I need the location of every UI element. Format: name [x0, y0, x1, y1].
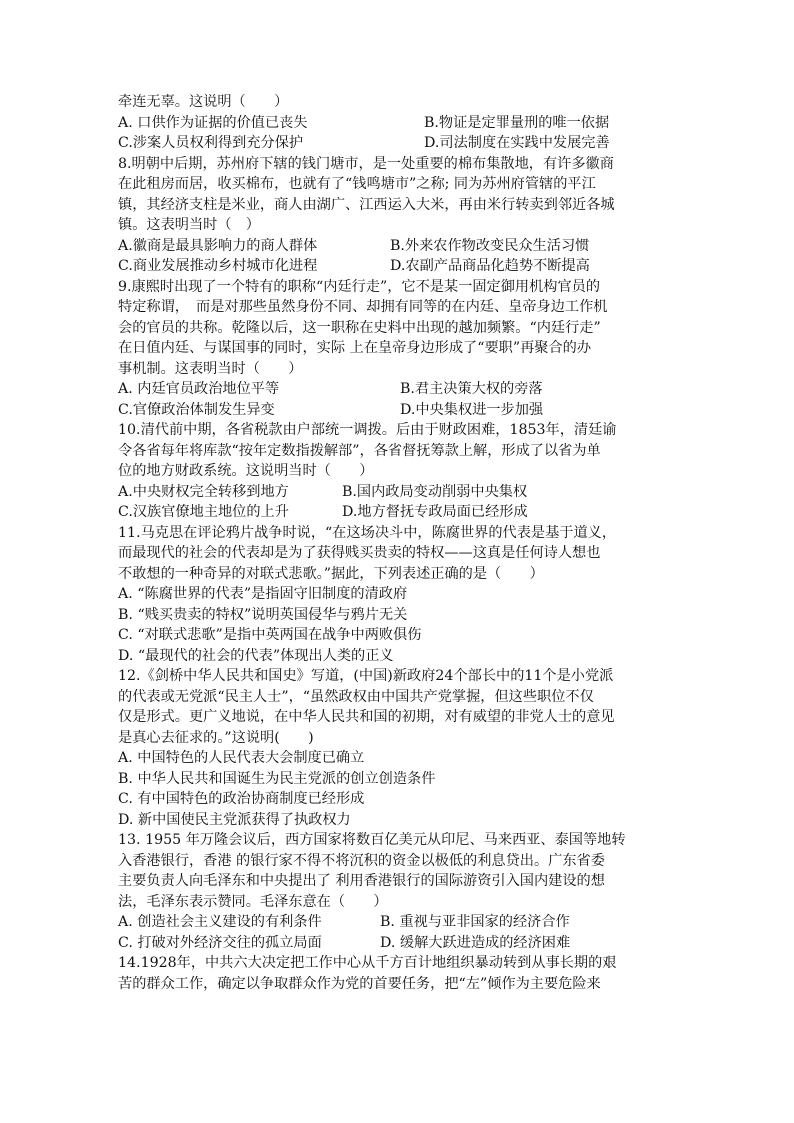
- q8-stem-line: 镇，其经济支柱是米业，商人由湖广、江西运入大米，再由米行转卖到邻近各城: [118, 196, 615, 213]
- q9-stem-line: 事机制。这表明当时（ ）: [118, 360, 303, 377]
- q10-option-d: D.地方督抚专政局面已经形成: [342, 504, 528, 520]
- q12-option-c: C. 有中国特色的政治协商制度已经形成: [118, 791, 365, 807]
- q10-stem-line: 位的地方财政系统。这说明当时（ ）: [118, 463, 374, 479]
- q9-option-a: A. 内廷官员政治地位平等: [118, 381, 280, 397]
- exam-page: [118, 92, 688, 994]
- q13-option-d: D. 缓解大跃进造成的经济困难: [380, 934, 571, 951]
- q10-stem-line: 10.清代前中期，各省税款由户部统一调拨。后由于财政困难，1853年，清廷谕: [118, 422, 617, 438]
- q9-options-row-2: [118, 400, 688, 421]
- q7-option-d: D.司法制度在实践中发展完善: [424, 135, 610, 151]
- q11-option-c: C. “对联式悲歌”是指中英两国在战争中两败俱伤: [118, 627, 422, 643]
- q9-option-d: D.中央集权进一步加强: [400, 401, 544, 418]
- q8-options-row-1: [118, 236, 688, 257]
- q13-option-b: B. 重视与亚非国家的经济合作: [380, 914, 570, 930]
- q12-option-a: A. 中国特色的人民代表大会制度已确立: [118, 750, 365, 766]
- q9-stem-line: 在日值内廷、与谋国事的同时，实际 上在皇帝身边形成了“要职”再聚合的办: [118, 340, 592, 356]
- q11-line: 11.马克思在评论鸦片战争时说，“在这场决斗中，陈腐世界的代表是基于道义，: [118, 524, 617, 541]
- q14-stem-line: 苦的群众工作，确定以争取群众作为党的首要任务，把“左”倾作为主要危险来: [118, 975, 601, 992]
- q9-stem-line: 9.康熙时出现了一个特有的职称“内廷行走”，它不是某一固定御用机构官员的: [118, 278, 601, 295]
- q11-option-b: B. “贱买贵卖的特权”说明英国侵华与鸦片无关: [118, 606, 408, 623]
- q9-stem-line: 会的官员的共称。乾隆以后，这一职称在史料中出现的越加频繁。“内廷行走”: [118, 319, 601, 336]
- q11-option-d: D. “最现代的社会的代表”体现出人类的正义: [118, 647, 394, 664]
- q10-options-row-2: [118, 502, 688, 523]
- q9-stem-line: 特定称谓， 而是对那些虽然身份不同、却拥有同等的在内廷、皇帝身边工作机: [118, 299, 608, 315]
- q13-options-row-1: [118, 912, 688, 933]
- q11-option-a: A. “陈腐世界的代表”是指固守旧制度的清政府: [118, 586, 408, 602]
- q9-option-b: B.君主决策大权的旁落: [400, 381, 543, 397]
- q12-option-d: D. 新中国使民主党派获得了执政权力: [118, 811, 351, 828]
- q8-option-a: A.徽商是最具影响力的商人群体: [118, 237, 318, 254]
- q8-stem-line: 8.明朝中后期，苏州府下辖的钱门塘市，是一处重要的棉布集散地，有许多徽商: [118, 155, 614, 172]
- q8-options-row-2: [118, 256, 688, 277]
- q10-stem-line: 令各省每年将库款“按年定数指拨解部”，各省督抚筹款上解，形成了以省为单: [118, 442, 601, 459]
- q13-stem-line: 13. 1955 年万隆会议后，西方国家将数百亿美元从印尼、马来西亚、泰国等地转: [118, 832, 626, 848]
- q12-line: 12.《剑桥中华人民共和国史》写道，(中国)新政府24个部长中的11个是小党派: [118, 668, 614, 684]
- q10-options-row-1: [118, 482, 688, 503]
- q13-stem-line: 法，毛泽东表示赞同。毛泽东意在（ ）: [118, 893, 388, 910]
- q8-option-d: D.农副产品商品化趋势不断提高: [390, 258, 590, 274]
- q13-stem-line: 主要负责人向毛泽东和中央提出了 利用香港银行的国际游资引入国内建设的想: [118, 873, 605, 889]
- q10-option-c: C.汉族官僚地主地位的上升: [118, 504, 289, 520]
- q8-stem-line: 在此租房而居，收买棉布，也就有了“钱鸣塘市”之称; 同为苏州府管辖的平江: [118, 176, 596, 192]
- q9-option-c: C.官僚政治体制发生异变: [118, 401, 275, 418]
- q12-line: 是真心去征求的。”这说明( ): [118, 729, 314, 746]
- q7-option-a: A. 口供作为证据的价值已丧失: [118, 114, 308, 131]
- q11-line: 不敢想的一种奇异的对联式悲歌。”据此，下列表述正确的是（ ）: [118, 565, 544, 582]
- q7-option-c: C.涉案人员权利得到充分保护: [118, 135, 304, 151]
- q7-options-row-2: [118, 133, 688, 154]
- q7-options-row-1: [118, 113, 688, 134]
- q13-option-a: A. 创造社会主义建设的有利条件: [118, 914, 322, 930]
- q12-line: 的代表或无党派“民主人士”，“虽然政权由中国共产党掌握，但这些职位不仅: [118, 688, 594, 705]
- q8-option-b: B.外来农作物改变民众生活习惯: [390, 237, 590, 254]
- q10-option-a: A.中央财权完全转移到地方: [118, 483, 289, 500]
- q14-stem-line: 14.1928年，中共六大决定把工作中心从千方百计地组织暴动转到从事长期的艰: [118, 955, 617, 971]
- q12-line: 仅是形式。更广义地说，在中华人民共和国的初期，对有威望的非党人士的意见: [118, 709, 615, 725]
- q13-option-c: C. 打破对外经济交往的孤立局面: [118, 934, 322, 951]
- q13-options-row-2: [118, 933, 688, 954]
- q7-stem-tail: 牵连无辜。这说明（ ）: [118, 94, 289, 110]
- q13-stem-line: 入香港银行，香港 的银行家不得不将沉积的资金以极低的利息贷出。广东省委: [118, 852, 605, 869]
- q10-option-b: B.国内政局变动削弱中央集权: [342, 483, 528, 500]
- q7-option-b: B.物证是定罪量刑的唯一依据: [424, 114, 610, 131]
- q8-option-c: C.商业发展推动乡村城市化进程: [118, 258, 318, 274]
- q9-options-row-1: [118, 379, 688, 400]
- q11-line: 而最现代的社会的代表却是为了获得贱买贵卖的特权——这真是任何诗人想也: [118, 545, 601, 561]
- q12-option-b: B. 中华人民共和国诞生为民主党派的创立创造条件: [118, 770, 436, 787]
- q8-stem-line: 镇。这表明当时（ ）: [118, 217, 260, 233]
